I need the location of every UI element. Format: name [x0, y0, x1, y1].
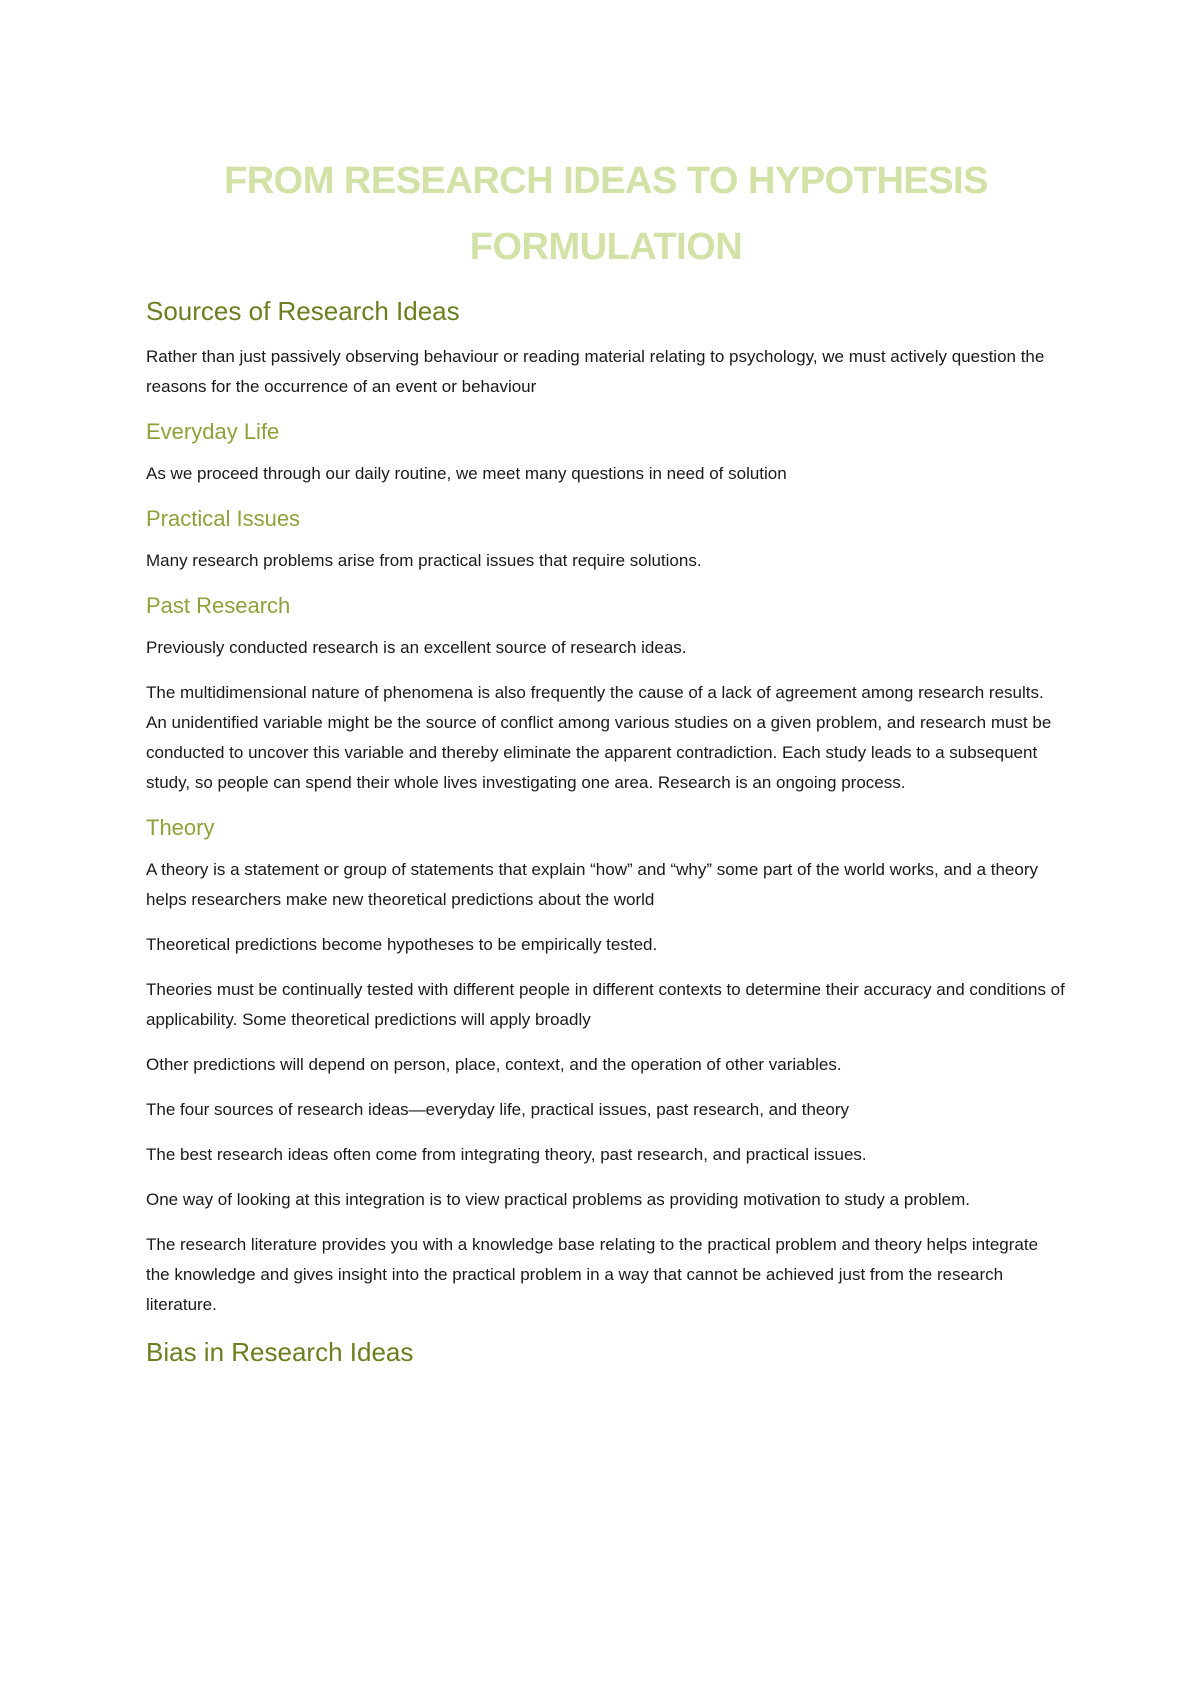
heading-theory: Theory: [146, 815, 215, 840]
heading-everyday-life: Everyday Life: [146, 419, 280, 444]
heading-practical-issues: Practical Issues: [146, 506, 301, 531]
paragraph-past-research-1: Previously conducted research is an excellent source of research ideas.: [146, 638, 687, 657]
document-title: [146, 148, 1066, 280]
paragraph-theory-3: Theories must be continually tested with different people in different contexts to determine their accuracy and conditions of applicability. Some theoretical predictions will apply broadly: [146, 980, 1065, 1029]
heading-bias-in-research-ideas: Bias in Research Ideas: [146, 1337, 414, 1367]
title-line-2: FORMULATION: [469, 226, 743, 268]
heading-sources-of-research-ideas: Sources of Research Ideas: [146, 296, 460, 326]
paragraph-theory-1: A theory is a statement or group of statements that explain “how” and “why” some part of the world works, and a theory helps researchers make new theoretical predictions about the world: [146, 860, 1038, 909]
document-page: [146, 148, 1066, 1383]
paragraph-theory-6: The best research ideas often come from integrating theory, past research, and practical issues.: [146, 1145, 867, 1164]
paragraph-theory-4: Other predictions will depend on person, place, context, and the operation of other variables.: [146, 1055, 842, 1074]
paragraph-past-research-2: The multidimensional nature of phenomena is also frequently the cause of a lack of agreement among research results. An unidentified variable might be the source of conflict among various studies on a given problem, and research must be conducted to uncover this variable and thereby eliminate the apparent contradiction. Each study leads to a subsequent study, so people can spend their whole lives investigating one area. Research is an ongoing process.: [146, 683, 1052, 792]
paragraph-theory-7: One way of looking at this integration is to view practical problems as providing motivation to study a problem.: [146, 1190, 970, 1209]
paragraph-theory-5: The four sources of research ideas—everyday life, practical issues, past research, and theory: [146, 1100, 850, 1119]
title-line-1: FROM RESEARCH IDEAS TO HYPOTHESIS: [223, 160, 988, 202]
heading-past-research: Past Research: [146, 593, 291, 618]
paragraph-sources-intro: Rather than just passively observing behaviour or reading material relating to psychology, we must actively question the reasons for the occurrence of an event or behaviour: [146, 347, 1045, 396]
paragraph-everyday-life: As we proceed through our daily routine, we meet many questions in need of solution: [146, 464, 787, 483]
paragraph-practical-issues: Many research problems arise from practical issues that require solutions.: [146, 551, 702, 570]
paragraph-theory-2: Theoretical predictions become hypotheses to be empirically tested.: [146, 935, 658, 954]
paragraph-theory-8: The research literature provides you with a knowledge base relating to the practical problem and theory helps integrate the knowledge and gives insight into the practical problem in a way that cannot be achieved just from the research literature.: [146, 1235, 1039, 1314]
